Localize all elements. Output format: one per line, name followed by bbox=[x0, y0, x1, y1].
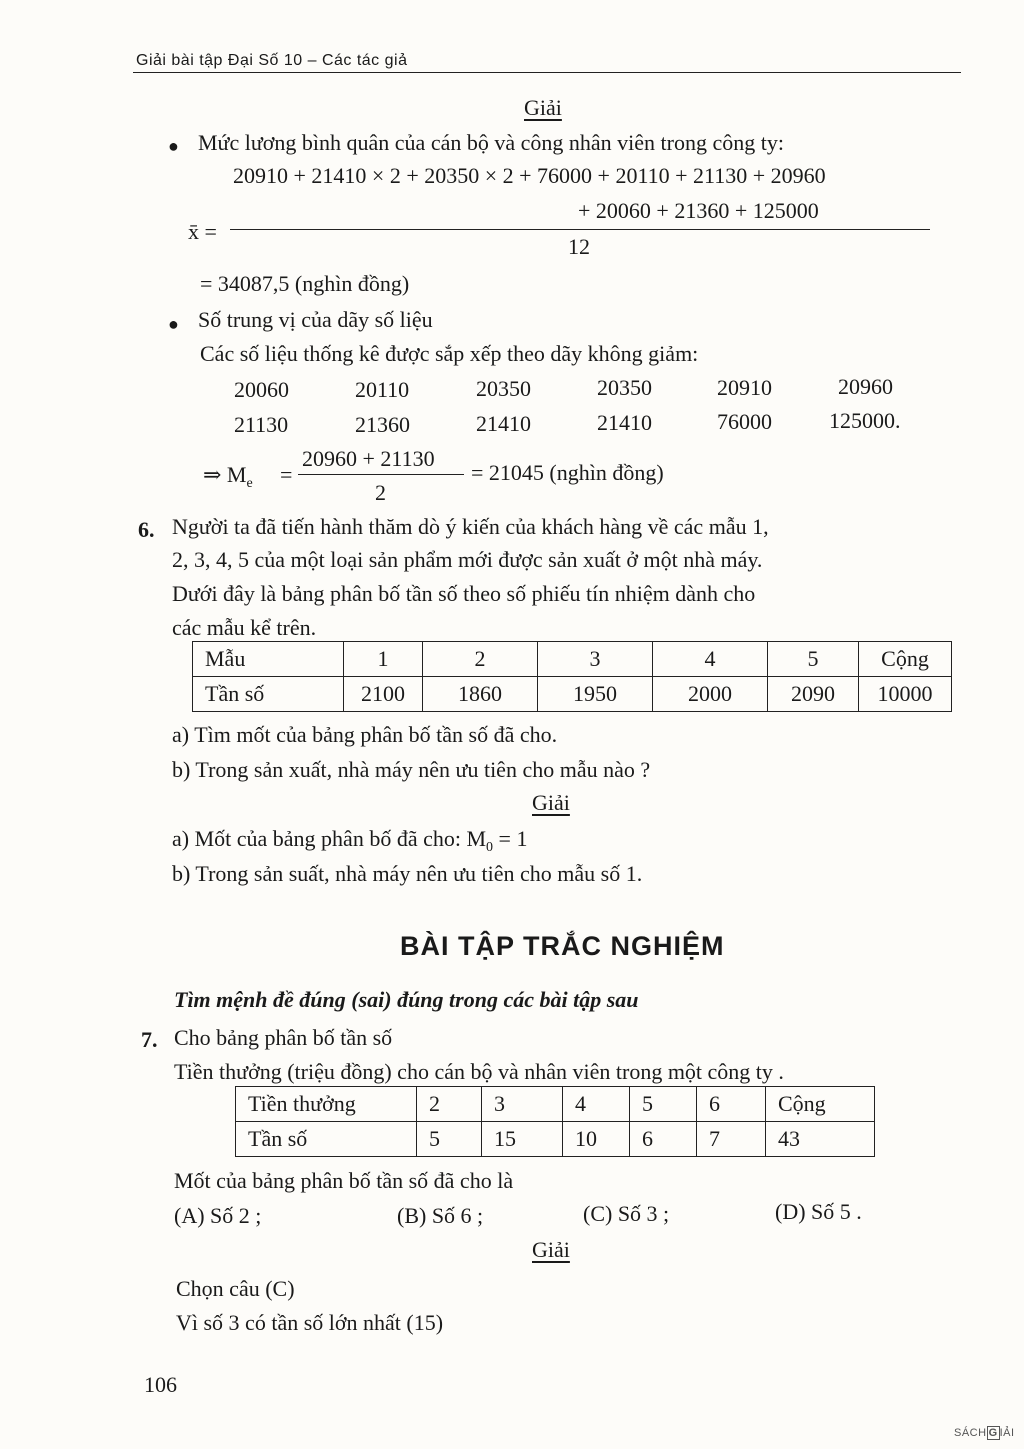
sorted-value: 76000 bbox=[717, 409, 772, 434]
ex6-question-b: b) Trong sản xuất, nhà máy nên ưu tiên cho mẫu nào ? bbox=[172, 757, 651, 782]
table-cell: 1950 bbox=[538, 677, 653, 712]
table-cell: 2000 bbox=[653, 677, 768, 712]
frequency-table-ex7 bbox=[235, 1086, 875, 1157]
table-cell: 6 bbox=[630, 1122, 697, 1157]
table-cell: 1 bbox=[344, 642, 423, 677]
section-subtitle: Tìm mệnh đề đúng (sai) đúng trong các bài tập sau bbox=[174, 987, 639, 1012]
mean-numerator-line1: 20910 + 21410 × 2 + 20350 × 2 + 76000 + 20110 + 21130 + 20960 bbox=[233, 163, 826, 188]
mean-denominator: 12 bbox=[568, 234, 590, 259]
ex7-answer-choice: Chọn câu (C) bbox=[176, 1276, 295, 1301]
exercise-number: 6. bbox=[138, 517, 155, 542]
option-c: (C) Số 3 ; bbox=[583, 1201, 670, 1226]
table-cell: Cộng bbox=[859, 642, 952, 677]
table-cell: 2090 bbox=[768, 677, 859, 712]
mean-lhs: x̄ = bbox=[188, 219, 217, 244]
table-cell: 4 bbox=[653, 642, 768, 677]
table-cell: 2 bbox=[417, 1087, 482, 1122]
ex6-line1: Người ta đã tiến hành thăm dò ý kiến của khách hàng về các mẫu 1, bbox=[172, 514, 769, 539]
table-row bbox=[236, 1087, 875, 1122]
mean-numerator-line2: + 20060 + 21360 + 125000 bbox=[578, 198, 819, 223]
sorted-value: 20060 bbox=[234, 377, 289, 402]
table-cell: 2100 bbox=[344, 677, 423, 712]
median-lhs: ⇒ $M_e$ bbox=[203, 462, 253, 491]
median-numerator: 20960 + 21130 bbox=[302, 446, 435, 471]
sorted-value: 21410 bbox=[476, 411, 531, 436]
exercise-number: 7. bbox=[141, 1027, 158, 1052]
ex6-line3: Dưới đây là bảng phân bố tần số theo số phiếu tín nhiệm dành cho bbox=[172, 581, 756, 606]
median-equals: = bbox=[280, 462, 293, 487]
table-cell: 43 bbox=[766, 1122, 875, 1157]
ex7-answer-reason: Vì số 3 có tần số lớn nhất (15) bbox=[176, 1310, 444, 1335]
sorted-value: 21410 bbox=[597, 410, 652, 435]
bullet-icon: ● bbox=[168, 136, 179, 156]
mean-result: = 34087,5 (nghìn đồng) bbox=[200, 271, 410, 296]
header-rule bbox=[133, 72, 961, 73]
table-row bbox=[236, 1122, 875, 1157]
table-cell: 5 bbox=[417, 1122, 482, 1157]
frequency-table-ex6 bbox=[192, 641, 952, 712]
solution-heading: Giải bbox=[524, 95, 562, 120]
sorted-value: 125000. bbox=[829, 408, 901, 433]
table-cell: 5 bbox=[630, 1087, 697, 1122]
table-cell: Mẫu bbox=[193, 642, 344, 677]
table-row bbox=[193, 642, 952, 677]
table-cell: 10000 bbox=[859, 677, 952, 712]
table-cell: Tiền thưởng bbox=[236, 1087, 417, 1122]
table-cell: 15 bbox=[482, 1122, 563, 1157]
option-d: (D) Số 5 . bbox=[775, 1199, 862, 1224]
option-a: (A) Số 2 ; bbox=[174, 1203, 262, 1228]
table-cell: Tần số bbox=[193, 677, 344, 712]
table-cell: 3 bbox=[482, 1087, 563, 1122]
table-cell: 10 bbox=[563, 1122, 630, 1157]
table-row bbox=[193, 677, 952, 712]
publisher-logo: SÁCH G IẢI bbox=[954, 1427, 1015, 1439]
ex6-answer-b: b) Trong sản suất, nhà máy nên ưu tiên cho mẫu số 1. bbox=[172, 861, 643, 886]
table-cell: 6 bbox=[697, 1087, 766, 1122]
table-cell: Cộng bbox=[766, 1087, 875, 1122]
median-denominator: 2 bbox=[375, 480, 386, 505]
table-cell: 2 bbox=[423, 642, 538, 677]
table-cell: 1860 bbox=[423, 677, 538, 712]
option-b: (B) Số 6 ; bbox=[397, 1203, 484, 1228]
ex6-line4: các mẫu kể trên. bbox=[172, 615, 317, 640]
sorted-value: 21130 bbox=[234, 412, 289, 437]
table-cell: 4 bbox=[563, 1087, 630, 1122]
section-title: BÀI TẬP TRẮC NGHIỆM bbox=[400, 931, 725, 961]
ex7-question: Mốt của bảng phân bố tần số đã cho là bbox=[174, 1168, 514, 1193]
sorted-value: 20910 bbox=[717, 375, 772, 400]
ex7-line2: Tiền thưởng (triệu đồng) cho cán bộ và nhân viên trong một công ty . bbox=[174, 1059, 784, 1084]
ex7-line1: Cho bảng phân bố tần số bbox=[174, 1025, 393, 1050]
ex6-line2: 2, 3, 4, 5 của một loại sản phẩm mới được sản xuất ở một nhà máy. bbox=[172, 547, 763, 572]
sorted-value: 21360 bbox=[355, 412, 410, 437]
sorted-value: 20350 bbox=[597, 375, 652, 400]
mean-intro: Mức lương bình quân của cán bộ và công nhân viên trong công ty: bbox=[198, 130, 784, 155]
sorted-value: 20350 bbox=[476, 376, 531, 401]
median-fraction-bar bbox=[298, 474, 464, 475]
bullet-icon: ● bbox=[168, 314, 179, 334]
sorted-value: 20110 bbox=[355, 377, 410, 402]
ex6-question-a: a) Tìm mốt của bảng phân bố tần số đã cho. bbox=[172, 722, 558, 747]
ex6-answer-a: a) Mốt của bảng phân bố đã cho: $M_0 = 1$ bbox=[172, 826, 528, 855]
table-cell: 3 bbox=[538, 642, 653, 677]
mean-fraction-bar bbox=[230, 229, 930, 230]
table-cell: Tần số bbox=[236, 1122, 417, 1157]
table-cell: 5 bbox=[768, 642, 859, 677]
page-number: 106 bbox=[144, 1372, 177, 1397]
median-result: = 21045 (nghìn đồng) bbox=[471, 460, 664, 485]
solution-heading: Giải bbox=[532, 1237, 570, 1262]
solution-heading: Giải bbox=[532, 790, 570, 815]
sorted-value: 20960 bbox=[838, 374, 893, 399]
median-intro: Số trung vị của dãy số liệu bbox=[198, 307, 433, 332]
table-cell: 7 bbox=[697, 1122, 766, 1157]
sorted-intro: Các số liệu thống kê được sắp xếp theo dãy không giảm: bbox=[200, 341, 699, 366]
running-header: Giải bài tập Đại Số 10 – Các tác giả bbox=[136, 52, 408, 69]
